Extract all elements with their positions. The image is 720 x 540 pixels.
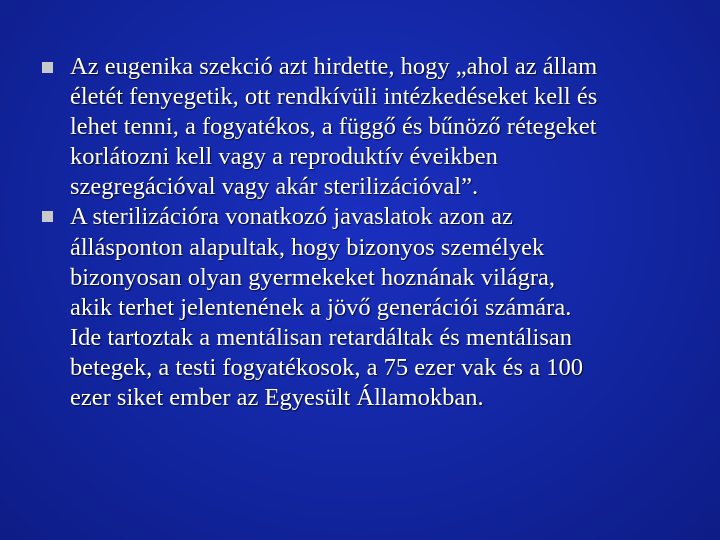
text-line: betegek, a testi fogyatékosok, a 75 ezer vak és a 100 xyxy=(70,353,583,381)
text-line: szegregációval vagy akár sterilizációval”. xyxy=(70,173,479,201)
bullet-text xyxy=(70,202,682,413)
square-bullet-icon xyxy=(42,62,53,73)
text-line: lehet tenni, a fogyatékos, a függő és bűnöző rétegeket xyxy=(70,113,597,141)
square-bullet-icon xyxy=(42,211,53,222)
bullet-text xyxy=(70,52,682,202)
text-line: állásponton alapultak, hogy bizonyos személyek xyxy=(70,233,545,261)
text-line: ezer siket ember az Egyesült Államokban. xyxy=(70,384,484,412)
text-line: Az eugenika szekció azt hirdette, hogy „ahol az állam xyxy=(70,53,598,80)
text-line: korlátozni kell vagy a reproduktív éveikben xyxy=(70,143,498,171)
bullet-item-eugenics-section xyxy=(42,52,682,202)
text-line: Ide tartoztak a mentálisan retardáltak és mentálisan xyxy=(70,323,573,351)
bullet-list xyxy=(42,52,682,413)
text-line: akik terhet jelentenének a jövő generációi számára. xyxy=(70,293,572,321)
text-line: bizonyosan olyan gyermekeket hoznának világra, xyxy=(70,263,556,291)
text-line: A sterilizációra vonatkozó javaslatok azon az xyxy=(70,203,513,231)
text-line: életét fenyegetik, ott rendkívüli intézkedéseket kell és xyxy=(70,83,598,111)
bullet-item-sterilization-proposals xyxy=(42,202,682,413)
